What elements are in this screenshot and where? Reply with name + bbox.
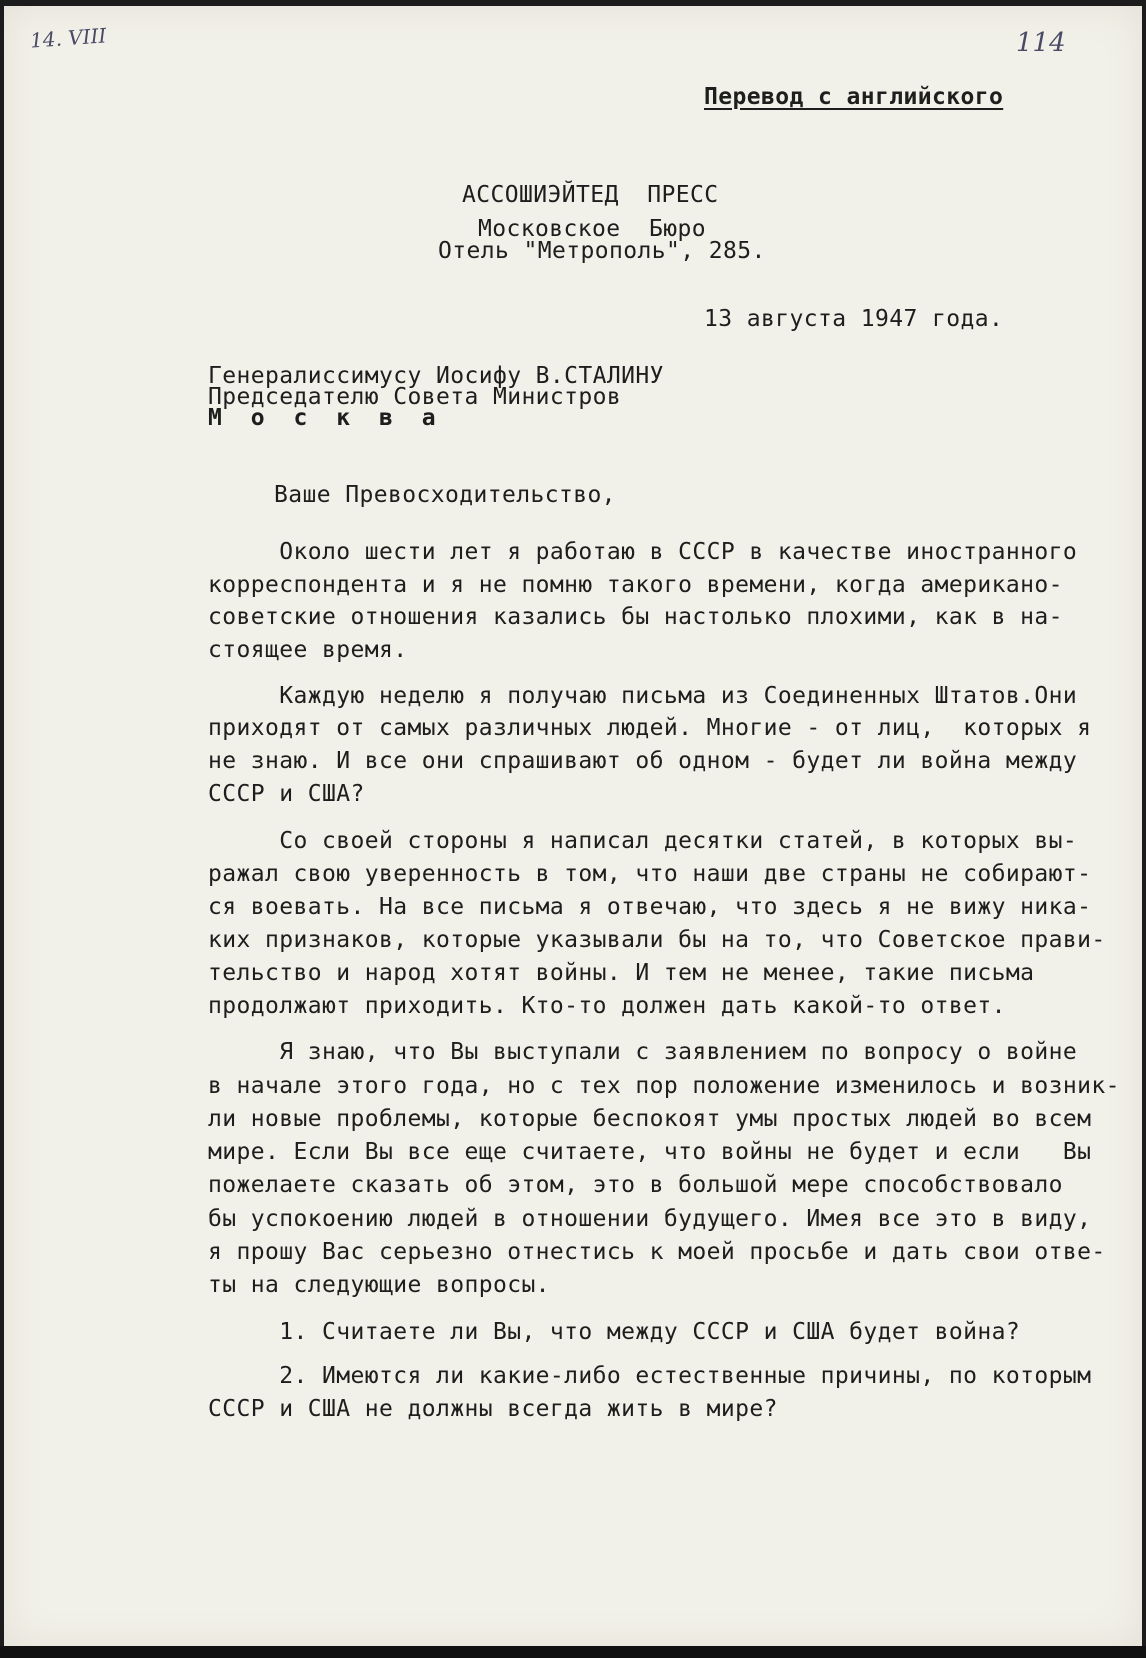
body-line: не знаю. И все они спрашивают об одном - будет ли война между xyxy=(208,748,1078,774)
body-line: продолжают приходить. Кто-то должен дать какой-то ответ. xyxy=(208,993,1006,1019)
translation-note: Перевод с английского xyxy=(704,84,1004,110)
question-2: 2. Имеются ли какие-либо естественные причины, по которым xyxy=(208,1363,1092,1389)
bureau-name: Московское Бюро xyxy=(478,216,706,242)
archive-mark-date: 14. VIII xyxy=(29,23,108,53)
body-line: приходят от самых различных людей. Многие - от лиц, которых я xyxy=(208,715,1092,741)
body-line: пожелаете сказать об этом, это в большой мере способствовало xyxy=(208,1172,1063,1198)
body-line: я прошу Вас серьезно отнестись к моей просьбе и дать свои отве- xyxy=(208,1239,1106,1265)
body-line: тельство и народ хотят войны. И тем не менее, такие письма xyxy=(208,960,1035,986)
bureau-address: Отель "Метрополь", 285. xyxy=(438,238,766,264)
addressee-line-2: Председателю Совета Министров xyxy=(208,384,622,410)
addressee-line-1: Генералиссимусу Иосифу В.СТАЛИНУ xyxy=(208,363,664,389)
body-line: бы успокоению людей в отношении будущего. Имея все это в виду, xyxy=(208,1206,1092,1232)
scan-bottom-edge xyxy=(0,1646,1146,1658)
document-sheet xyxy=(4,6,1142,1646)
body-line: ких признаков, которые указывали бы на то, что Советское прави- xyxy=(208,927,1106,953)
body-line: ся воевать. На все письма я отвечаю, что здесь я не вижу никa- xyxy=(208,894,1092,920)
body-line: ли новые проблемы, которые беспокоят умы простых людей во всем xyxy=(208,1106,1092,1132)
body-line: мире. Если Вы все еще считаете, что войны не будет и если Вы xyxy=(208,1139,1092,1165)
body-line: СССР и США? xyxy=(208,781,365,807)
body-line: Я знаю, что Вы выступали с заявлением по вопросу о войне xyxy=(208,1039,1078,1065)
body-line: ражал свою уверенность в том, что наши две страны не собирают- xyxy=(208,861,1092,887)
body-line: Со своей стороны я написал десятки статей, в которых вы- xyxy=(208,828,1078,854)
archive-page-number: 114 xyxy=(1016,28,1066,58)
addressee-line-3: М о с к в а xyxy=(208,405,436,431)
question-1: 1. Считаете ли Вы, что между СССР и США будет война? xyxy=(208,1319,1021,1345)
body-line: советские отношения казались бы настолько плохими, как в на- xyxy=(208,604,1063,630)
letter-date: 13 августа 1947 года. xyxy=(704,306,1004,332)
question-2-continued: СССР и США не должны всегда жить в мире? xyxy=(208,1396,778,1422)
organization-name: АССОШИЭЙТЕД ПРЕСС xyxy=(462,182,719,208)
body-line: Каждую неделю я получаю письма из Соединенных Штатов.Они xyxy=(208,683,1078,709)
salutation: Ваше Превосходительство, xyxy=(274,482,616,508)
body-line: ты на следующие вопросы. xyxy=(208,1272,550,1298)
body-line: Около шести лет я работаю в СССР в качестве иностранного xyxy=(208,539,1078,565)
body-line: стоящее время. xyxy=(208,637,408,663)
body-line: корреспондента и я не помню такого времени, когда американо- xyxy=(208,572,1063,598)
body-line: в начале этого года, но с тех пор положение изменилось и возник- xyxy=(208,1073,1120,1099)
